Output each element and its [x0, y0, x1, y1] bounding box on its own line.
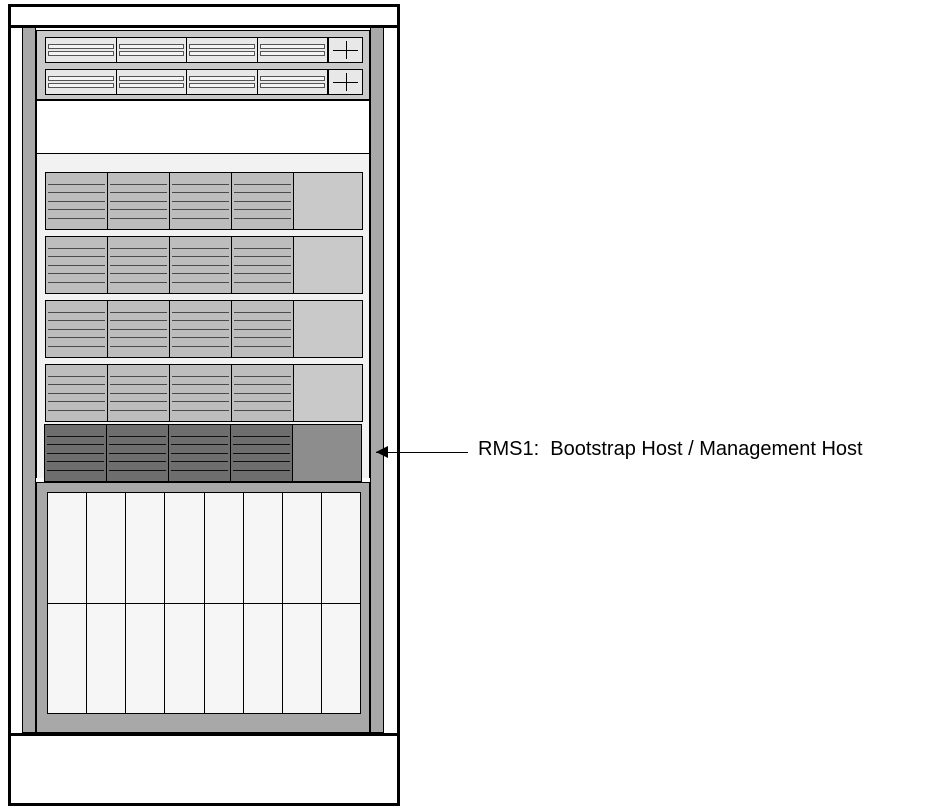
switch-management-module-icon [328, 70, 362, 94]
drive-bay [108, 365, 170, 421]
drive-bay [170, 365, 232, 421]
server-4[interactable] [45, 364, 363, 422]
drive-bay [232, 301, 293, 357]
switch-port-row [119, 83, 185, 88]
server-1[interactable] [45, 172, 363, 230]
storage-drive [87, 604, 126, 714]
drive-bay [170, 173, 232, 229]
switch-port-row [48, 51, 114, 56]
storage-drive [244, 493, 283, 603]
rack-rail-left [22, 27, 36, 733]
switch-port-group [46, 38, 117, 62]
switch-port-row [189, 51, 255, 56]
switch-port-group [258, 70, 329, 94]
storage-drive [126, 604, 165, 714]
server-drive-bays [46, 173, 294, 229]
drive-bay [107, 425, 169, 481]
storage-shelf[interactable] [36, 482, 370, 733]
drive-bay [232, 237, 293, 293]
drive-bay [46, 173, 108, 229]
switch-port-group [117, 38, 188, 62]
storage-drive [283, 493, 322, 603]
drive-bay [46, 365, 108, 421]
switch-port-row [260, 44, 326, 49]
rack-rail-right [370, 27, 384, 733]
storage-drive [322, 493, 360, 603]
switch-top[interactable] [45, 37, 363, 63]
switch-port-row [48, 76, 114, 81]
switch-port-group [187, 70, 258, 94]
rack-top-cap [8, 4, 400, 28]
storage-row [48, 493, 360, 604]
rms1-server[interactable] [44, 424, 362, 482]
server-3[interactable] [45, 300, 363, 358]
switch-port-row [119, 76, 185, 81]
server-drive-bays [46, 301, 294, 357]
drive-bay [169, 425, 231, 481]
server-drive-bays [46, 237, 294, 293]
switch-port-row [189, 76, 255, 81]
storage-drive [165, 493, 204, 603]
storage-drive [205, 493, 244, 603]
storage-drive [244, 604, 283, 714]
switch-port-group [46, 70, 117, 94]
server-2[interactable] [45, 236, 363, 294]
server-front-panel [294, 301, 362, 357]
server-front-panel [294, 365, 362, 421]
switch-block [36, 30, 370, 100]
switch-port-row [260, 83, 326, 88]
storage-drive [87, 493, 126, 603]
drive-bay [232, 365, 293, 421]
switch-port-group [117, 70, 188, 94]
callout-label: RMS1: Bootstrap Host / Management Host [478, 438, 863, 460]
switch-port-row [260, 76, 326, 81]
drive-bay [231, 425, 292, 481]
drive-bay [108, 173, 170, 229]
switch-management-module-icon [328, 38, 362, 62]
server-drive-bays [45, 425, 293, 481]
drive-bay [46, 237, 108, 293]
drive-bay [170, 301, 232, 357]
switch-bottom[interactable] [45, 69, 363, 95]
switch-port-row [119, 51, 185, 56]
server-front-panel [293, 425, 361, 481]
switch-port-row [119, 44, 185, 49]
server-front-panel [294, 237, 362, 293]
server-front-panel [294, 173, 362, 229]
callout-leader-line [376, 452, 468, 453]
switch-port-row [260, 51, 326, 56]
storage-drive [48, 493, 87, 603]
storage-drive [322, 604, 360, 714]
switch-port-row [48, 83, 114, 88]
switch-port-row [48, 44, 114, 49]
drive-bay [108, 237, 170, 293]
drive-bay [232, 173, 293, 229]
storage-drive [165, 604, 204, 714]
switch-port-group [258, 38, 329, 62]
storage-drive-grid [47, 492, 361, 714]
drive-bay [170, 237, 232, 293]
drive-bay [45, 425, 107, 481]
drive-bay [108, 301, 170, 357]
switch-port-row [189, 44, 255, 49]
storage-row [48, 604, 360, 714]
switch-port-row [189, 83, 255, 88]
switch-port-group [187, 38, 258, 62]
storage-drive [205, 604, 244, 714]
rack-bottom-cap [8, 733, 400, 806]
server-drive-bays [46, 365, 294, 421]
blank-filler-panel [36, 100, 370, 154]
drive-bay [46, 301, 108, 357]
storage-drive [48, 604, 87, 714]
storage-drive [283, 604, 322, 714]
storage-drive [126, 493, 165, 603]
